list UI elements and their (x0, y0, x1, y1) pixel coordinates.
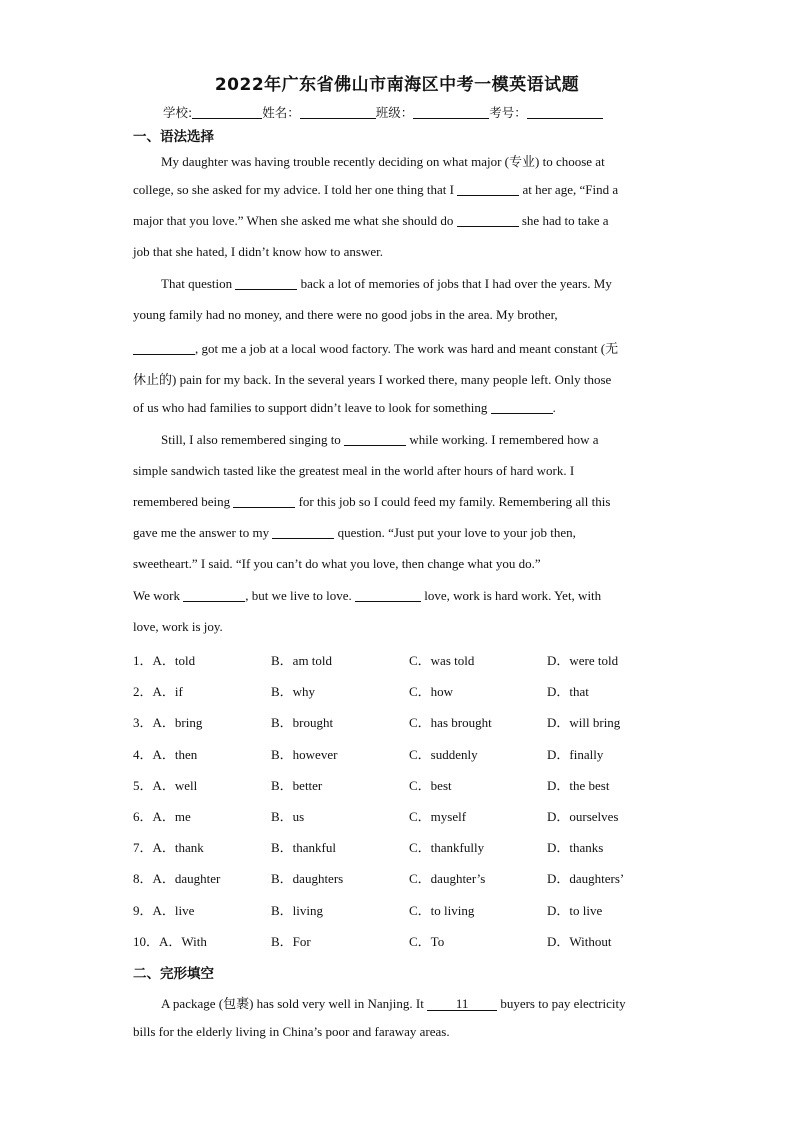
option-c: C．thankfully (409, 840, 485, 856)
option-a: A．told (152, 653, 196, 668)
option-c: C．To (409, 933, 445, 949)
question-number: 10． (133, 933, 160, 949)
question-number-option-a (133, 806, 191, 825)
option-c: C．has brought (409, 715, 492, 731)
option-c: C．how (409, 684, 454, 700)
option-a: A．then (152, 746, 198, 762)
section-heading: 一、语法选择 (133, 129, 214, 145)
passage-line: gave me the answer to my question. “Just put your love to your job then, (133, 525, 576, 540)
student-info-line (163, 103, 603, 121)
page-title: 2022年广东省佛山市南海区中考一模英语试题 (214, 75, 580, 95)
passage-line: A package (包裹) has sold very well in Nanjing. It 11 buyers to pay electricity (161, 996, 626, 1011)
question-number: 6． (133, 809, 153, 824)
passage-line: , got me a job at a local wood factory. The work was hard and meant constant (无 (133, 338, 618, 357)
answer-blank (491, 401, 553, 414)
option-b: B．daughters (271, 871, 344, 887)
option-c: C．was told (409, 653, 475, 668)
option-d: D．daughters’ (547, 871, 625, 887)
question-number-option-a (133, 931, 207, 950)
option-c: C．to living (409, 902, 475, 918)
option-c: C．myself (409, 809, 467, 824)
answer-blank (344, 433, 406, 446)
section-heading: 二、完形填空 (133, 966, 214, 982)
exam-no-label: 考号： (489, 105, 527, 120)
passage-line: 休止的) pain for my back. In the several years I worked there, many people left. Only those (133, 372, 612, 387)
option-d: D．will bring (547, 715, 621, 731)
question-number-option-a (133, 900, 194, 919)
school-blank (192, 106, 262, 119)
answer-blank (233, 495, 295, 508)
answer-blank (457, 214, 519, 227)
option-b: B．thankful (271, 840, 336, 856)
answer-blank (183, 589, 245, 602)
option-b: B．however (271, 746, 338, 762)
question-number-option-a (133, 868, 220, 887)
passage-line: sweetheart.” I said. “If you can’t do what you love, then change what you do.” (133, 556, 541, 571)
answer-blank (355, 589, 421, 602)
option-d: D．thanks (547, 840, 604, 856)
question-number: 2． (133, 684, 153, 700)
answer-blank (235, 277, 297, 290)
option-a: A．With (159, 933, 207, 949)
option-a: A．daughter (152, 871, 221, 887)
question-number: 5． (133, 777, 153, 793)
option-d: D．ourselves (547, 809, 619, 824)
option-b: B．why (271, 684, 316, 700)
passage-line: bills for the elderly living in China’s poor and faraway areas. (133, 1024, 450, 1039)
passage-line: Still, I also remembered singing to while working. I remembered how a (161, 432, 599, 447)
option-a: A．me (152, 809, 191, 824)
passage-line: We work , but we live to love. love, work is hard work. Yet, with (133, 588, 602, 603)
question-number-option-a (133, 650, 195, 669)
option-d: D．the best (547, 777, 610, 793)
question-number: 4． (133, 746, 153, 762)
answer-blank (272, 526, 334, 539)
passage-line: college, so she asked for my advice. I told her one thing that I at her age, “Find a (133, 182, 619, 197)
option-b: B．brought (271, 715, 334, 731)
option-a: A．live (152, 902, 195, 918)
question-number-option-a (133, 681, 183, 700)
name-label: 姓名： (262, 105, 300, 120)
option-b: B．am told (271, 653, 333, 668)
option-d: D．to live (547, 902, 603, 918)
option-c: C．suddenly (409, 746, 478, 762)
answer-blank (457, 183, 519, 196)
option-a: A．bring (152, 715, 203, 731)
option-b: B．better (271, 777, 323, 793)
option-a: A．thank (152, 840, 204, 856)
question-number-option-a (133, 744, 197, 763)
option-d: D．finally (547, 746, 604, 762)
option-d: D．that (547, 684, 589, 700)
option-b: B．For (271, 933, 311, 949)
exam-no-blank (527, 106, 603, 119)
option-d: D．were told (547, 653, 619, 668)
passage-line: major that you love.” When she asked me what she should do she had to take a (133, 213, 609, 228)
passage-line: of us who had families to support didn’t leave to look for something . (133, 400, 556, 415)
question-number: 7． (133, 840, 153, 856)
answer-blank (133, 342, 195, 355)
question-number-option-a (133, 712, 202, 731)
class-blank (413, 106, 489, 119)
question-number: 9． (133, 902, 153, 918)
passage-line: simple sandwich tasted like the greatest meal in the world after hours of hard work. I (133, 463, 575, 478)
school-label: 学校: (163, 105, 193, 120)
name-blank (300, 106, 376, 119)
option-d: D．Without (547, 933, 612, 949)
passage-line: job that she hated, I didn’t know how to answer. (133, 244, 383, 259)
option-b: B．living (271, 902, 324, 918)
question-number: 8． (133, 871, 153, 887)
option-b: B．us (271, 809, 305, 824)
numbered-blank: 11 (427, 996, 497, 1011)
passage-line: remembered being for this job so I could feed my family. Remembering all this (133, 494, 611, 509)
question-number: 1． (133, 653, 153, 668)
option-a: A．well (152, 777, 198, 793)
question-number-option-a (133, 775, 197, 794)
class-label: 班级： (375, 105, 414, 120)
question-number: 3． (133, 715, 153, 731)
passage-line: That question back a lot of memories of jobs that I had over the years. My (161, 276, 612, 291)
option-c: C．daughter’s (409, 871, 486, 887)
passage-line: young family had no money, and there were no good jobs in the area. My brother, (133, 307, 558, 322)
passage-line: My daughter was having trouble recently deciding on what major (专业) to choose at (161, 154, 605, 169)
question-number-option-a (133, 837, 204, 856)
option-a: A．if (152, 684, 183, 700)
passage-line: love, work is joy. (133, 619, 223, 634)
option-c: C．best (409, 777, 452, 793)
